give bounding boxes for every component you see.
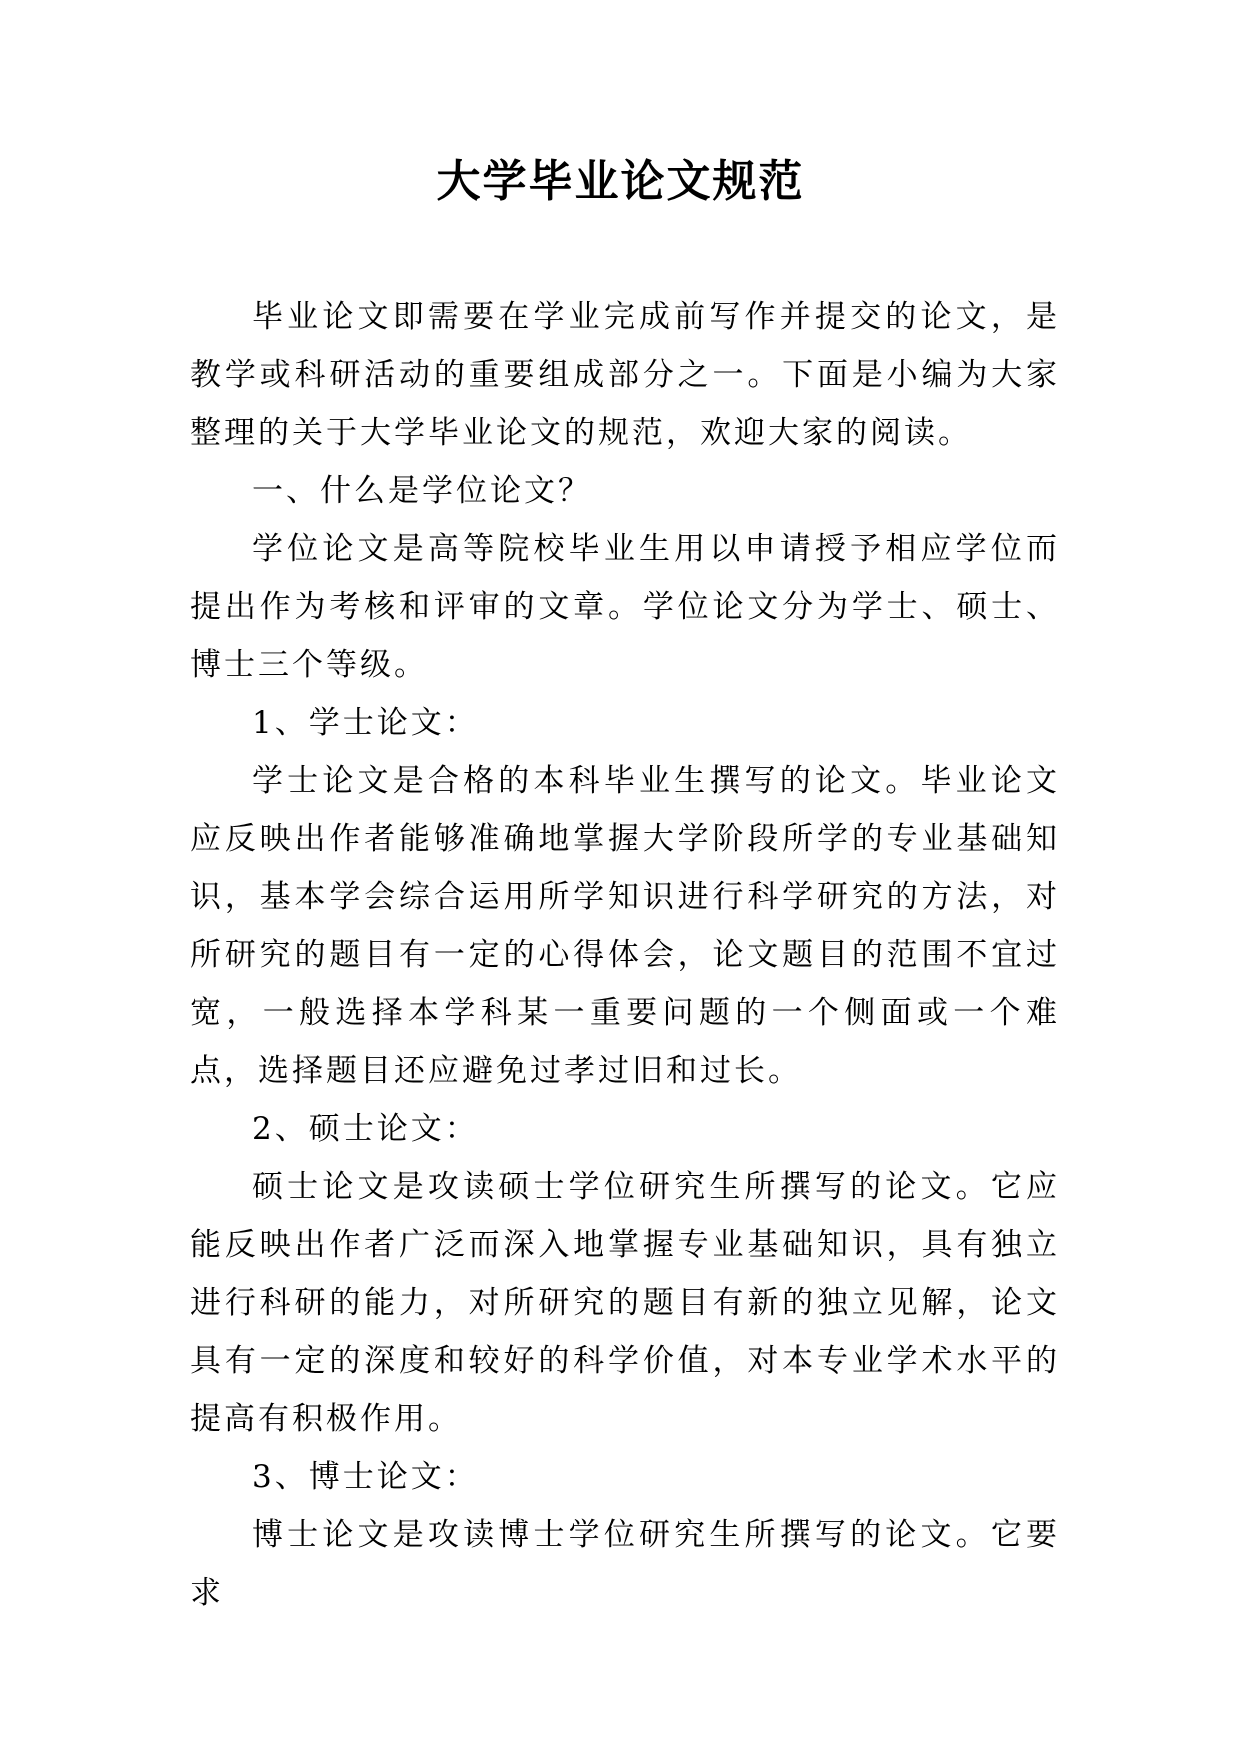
paragraph-thesis-definition: 学位论文是高等院校毕业生用以申请授予相应学位而提出作为考核和评审的文章。学位论文分为学士、硕士、博士三个等级。 [190,531,1060,683]
heading-doctoral-thesis: 3、博士论文： [252,1459,479,1495]
document-body [190,288,1060,1622]
paragraph-intro: 毕业论文即需要在学业完成前写作并提交的论文，是教学或科研活动的重要组成部分之一。下面是小编为大家整理的关于大学毕业论文的规范，欢迎大家的阅读。 [190,299,1060,451]
heading-master-thesis: 2、硕士论文： [252,1111,479,1147]
paragraph-master-thesis: 硕士论文是攻读硕士学位研究生所撰写的论文。它应能反映出作者广泛而深入地掌握专业基础知识，具有独立进行科研的能力，对所研究的题目有新的独立见解，论文具有一定的深度和较好的科学价值，对本专业学术水平的提高有积极作用。 [190,1169,1060,1437]
heading-bachelor-thesis: 1、学士论文： [252,705,479,741]
paragraph-bachelor-thesis: 学士论文是合格的本科毕业生撰写的论文。毕业论文应反映出作者能够准确地掌握大学阶段所学的专业基础知识，基本学会综合运用所学知识进行科学研究的方法，对所研究的题目有一定的心得体会，论文题目的范围不宜过宽，一般选择本学科某一重要问题的一个侧面或一个难点，选择题目还应避免过孝过旧和过长。 [190,763,1060,1089]
paragraph-doctoral-thesis: 博士论文是攻读博士学位研究生所撰写的论文。它要求 [190,1517,1060,1611]
heading-what-is-thesis: 一、什么是学位论文？ [252,473,592,509]
document-title: 大学毕业论文规范 [436,156,805,207]
